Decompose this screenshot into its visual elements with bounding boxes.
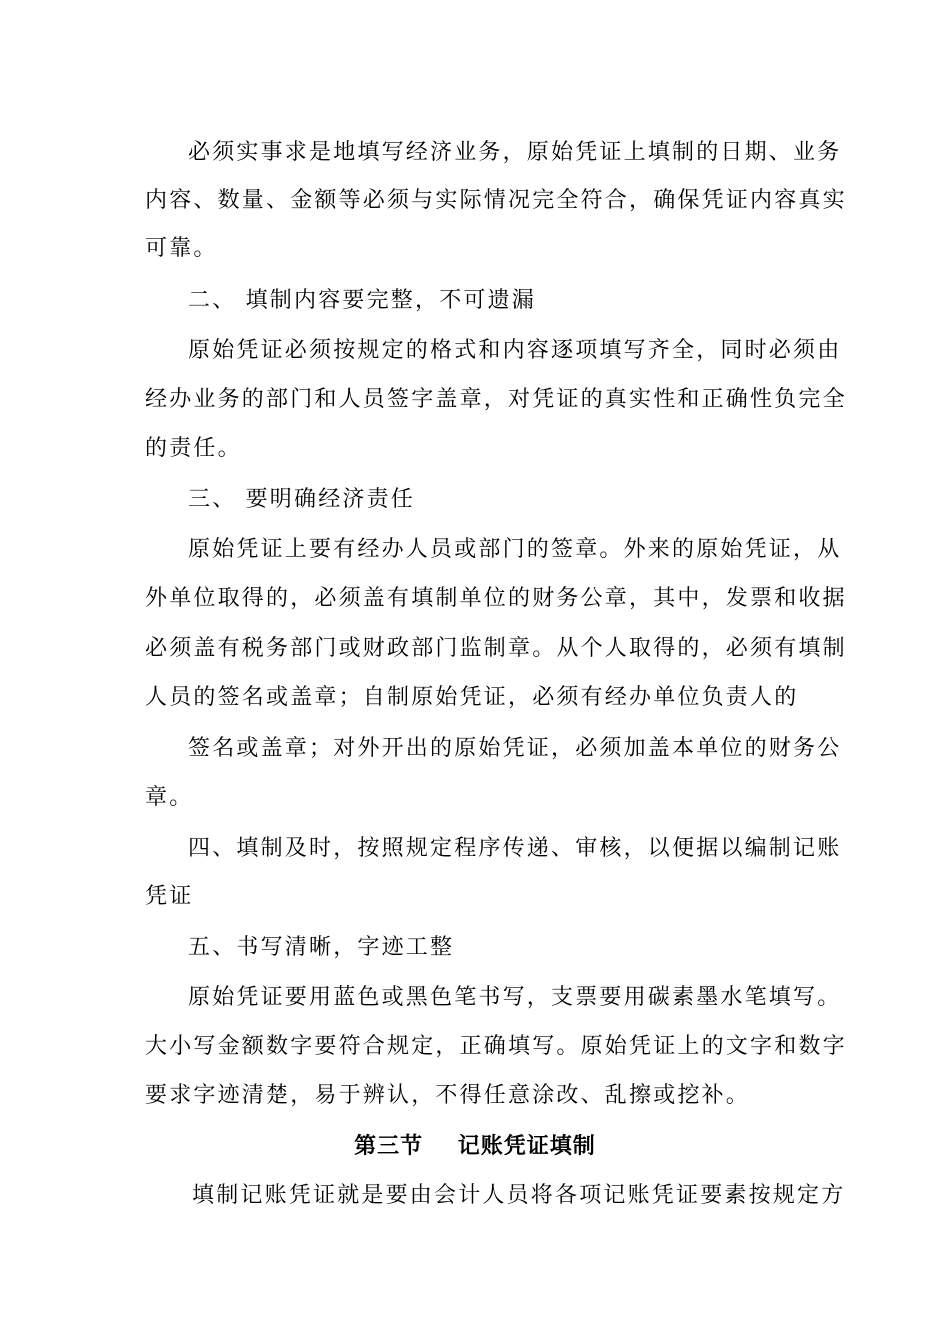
section-heading: 第三节 记账凭证填制 (354, 1133, 596, 1159)
paragraph-line: 原始凭证要用蓝色或黑色笔书写，支票要用碳素墨水笔填写。 (188, 985, 842, 1010)
paragraph-line: 凭证 (145, 884, 194, 909)
paragraph-line: 外单位取得的，必须盖有填制单位的财务公章，其中，发票和收据 (145, 586, 847, 611)
paragraph-line: 大小写金额数字要符合规定，正确填写。原始凭证上的文字和数字 (145, 1034, 847, 1059)
paragraph-line: 原始凭证必须按规定的格式和内容逐项填写齐全，同时必须由 (188, 338, 842, 363)
paragraph-line: 章。 (145, 785, 194, 810)
paragraph-line: 填制记账凭证就是要由会计人员将各项记账凭证要素按规定方 (192, 1183, 846, 1208)
paragraph-line: 经办业务的部门和人员签字盖章，对凭证的真实性和正确性负完全 (145, 387, 847, 412)
section-item-heading: 三、 要明确经济责任 (188, 487, 415, 512)
paragraph-line: 原始凭证上要有经办人员或部门的签章。外来的原始凭证，从 (188, 537, 842, 562)
paragraph-line: 必须实事求是地填写经济业务，原始凭证上填制的日期、业务 (188, 140, 842, 165)
section-item-heading: 四、填制及时，按照规定程序传递、审核，以便据以编制记账 (188, 836, 842, 861)
section-item-heading: 五、书写清晰，字迹工整 (188, 935, 455, 960)
paragraph-line: 的责任。 (145, 436, 242, 461)
paragraph-line: 人员的签名或盖章；自制原始凭证，必须有经办单位负责人的 (145, 685, 799, 710)
paragraph-line: 签名或盖章；对外开出的原始凭证，必须加盖本单位的财务公 (188, 736, 842, 761)
paragraph-line: 可靠。 (145, 236, 218, 261)
section-item-heading: 二、 填制内容要完整，不可遗漏 (188, 288, 536, 313)
paragraph-line: 内容、数量、金额等必须与实际情况完全符合，确保凭证内容真实 (145, 188, 847, 213)
paragraph-line: 要求字迹清楚，易于辨认，不得任意涂改、乱擦或挖补。 (145, 1083, 751, 1108)
paragraph-line: 必须盖有税务部门或财政部门监制章。从个人取得的，必须有填制 (145, 636, 847, 661)
